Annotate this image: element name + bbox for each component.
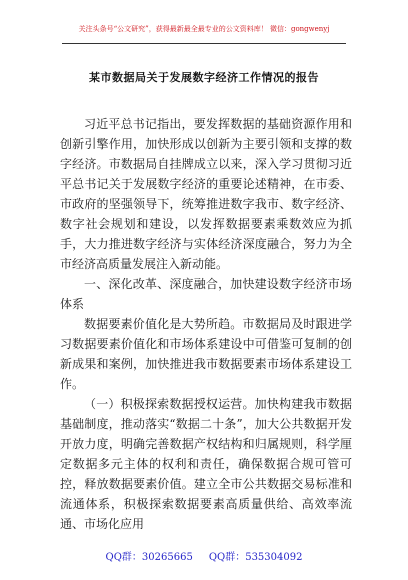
section-heading-1: 一、深化改革、深度融合，加快建设数字经济市场体系 <box>60 277 352 311</box>
footer-qq-groups <box>0 548 408 563</box>
header-promo-note: 关注头条号“公文研究”，获得最新最全最专业的公文资料库！ 微信：gongwenyj <box>78 25 330 33</box>
body-paragraph-3: （一）积极探索数据授权运营。加快构建我市数据基础制度，推动落实“数据二十条”，加大公共数据开发开放力度，明确完善数据产权结构和归属规则，科学厘定数据多元主体的权利和责任，确保数据合规可管可控，释放数据要素价值。建立全市公共数据交易标准和流通体系，积极探索数据要素高质量供给、高效率流通、市场化应用 <box>60 397 352 531</box>
footer-qq-group-2: QQ群：535304092 <box>208 552 303 563</box>
body-paragraph-1: 习近平总书记指出，要发挥数据的基础资源作用和创新引擎作用，加快形成以创新为主要引领和支撑的数字经济。市数据局自挂牌成立以来，深入学习贯彻习近平总书记关于发展数字经济的重要论述精神，在市委、市政府的坚强领导下，统筹推进数字我市、数字经济、数字社会规划和建设，以发挥数据要素乘数效应为抓手，大力推进数字经济与实体经济深度融合，努力为全市经济高质量发展注入新动能。 <box>60 117 352 271</box>
body-paragraph-2: 数据要素价值化是大势所趋。市数据局及时跟进学习数据要素价值化和市场体系建设中可借鉴可复制的创新成果和案例，加快推进我市数据要素市场体系建设工作。 <box>60 317 352 391</box>
document-title: 某市数据局关于发展数字经济工作情况的报告 <box>89 71 319 84</box>
footer-qq-group-1: QQ群：30265665 <box>105 552 193 563</box>
document-body <box>60 114 352 534</box>
header-divider <box>62 43 346 44</box>
